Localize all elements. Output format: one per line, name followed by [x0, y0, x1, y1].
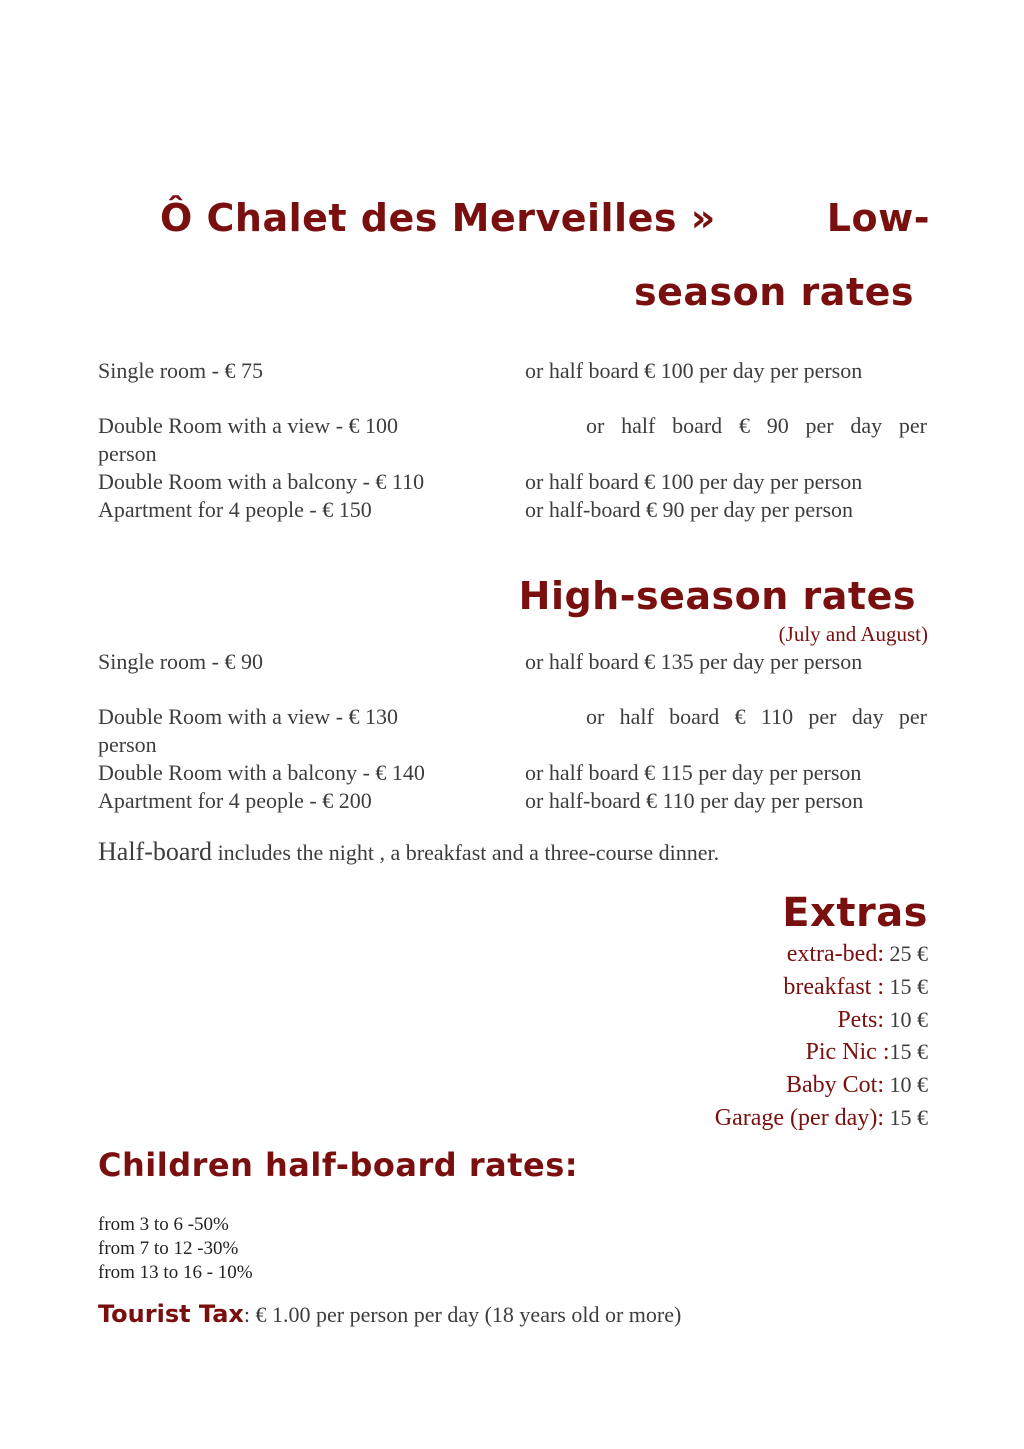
extra-price: 25 €: [884, 941, 928, 966]
extra-item: [715, 1004, 928, 1037]
half-board-rate: or half-board € 110 per day per person: [525, 788, 864, 813]
title-low: Low-: [826, 196, 930, 240]
children-age-list: [98, 1213, 253, 1285]
age-discount: from 13 to 16 - 10%: [98, 1262, 253, 1283]
rate-row: [98, 703, 928, 759]
room-rate: Apartment for 4 people - € 200: [98, 788, 372, 813]
half-board-rate-wrap: person: [98, 441, 157, 466]
extra-label: extra-bed:: [786, 941, 884, 967]
extra-price: 15 €: [884, 973, 928, 999]
half-board-note: [98, 837, 719, 867]
tourist-tax-label: Tourist Tax: [98, 1300, 244, 1328]
extra-item: [715, 1069, 928, 1102]
room-rate: Double Room with a balcony - € 110: [98, 469, 425, 494]
extra-price: 10 €: [884, 1072, 928, 1098]
half-board-rate: or half board € 100 per day per person: [525, 469, 863, 494]
extra-label: breakfast :: [783, 973, 884, 1000]
half-board-rate: or half board € 90 per day per: [586, 413, 927, 438]
half-board-rate: or half board € 135 per day per person: [525, 649, 863, 674]
age-discount: from 7 to 12 -30%: [98, 1238, 239, 1259]
extra-price: 15 €: [884, 1104, 928, 1130]
half-board-rate: or half board € 110 per day per: [586, 704, 927, 729]
room-rate: Double Room with a view - € 100: [98, 413, 399, 438]
half-board-note-text: includes the night , a breakfast and a three-course dinner.: [212, 840, 720, 865]
extra-price: 15 €: [889, 1039, 928, 1065]
page-title: [160, 196, 930, 246]
half-board-rate: or half-board € 90 per day per person: [525, 497, 854, 522]
high-season-subtitle: (July and August): [778, 622, 928, 646]
room-rate: Apartment for 4 people - € 150: [98, 497, 372, 522]
extra-item: [715, 971, 928, 1004]
age-discount: from 3 to 6 -50%: [98, 1214, 229, 1235]
half-board-rate-wrap: person: [98, 732, 157, 757]
extra-item: [715, 1036, 928, 1069]
extra-label: Baby Cot:: [785, 1072, 884, 1099]
extra-item: [715, 938, 928, 971]
extra-label: Pets:: [837, 1006, 884, 1033]
half-board-rate: or half board € 100 per day per person: [525, 358, 863, 383]
tourist-tax: [98, 1300, 681, 1328]
room-rate: Double Room with a balcony - € 140: [98, 760, 425, 785]
room-rate: Double Room with a view - € 130: [98, 704, 399, 729]
children-rates-heading: Children half-board rates:: [98, 1146, 579, 1184]
extras-heading: Extras: [782, 890, 928, 936]
extra-item: [715, 1102, 928, 1135]
high-season-heading: High-season rates: [518, 574, 916, 618]
extra-label: Garage (per day):: [714, 1104, 884, 1131]
room-rate: Single room - € 90: [98, 649, 263, 674]
low-season-heading: season rates: [634, 270, 914, 314]
half-board-rate: or half board € 115 per day per person: [525, 760, 862, 785]
half-board-note-lead: Half-board: [98, 837, 213, 866]
extra-price: 10 €: [884, 1006, 928, 1032]
tourist-tax-text: : € 1.00 per person per day (18 years old or more): [243, 1302, 682, 1327]
extra-label: Pic Nic :: [805, 1039, 890, 1066]
extras-list: [715, 938, 928, 1135]
room-rate: Single room - € 75: [98, 358, 263, 383]
rate-row: [98, 412, 928, 468]
title-chalet-name: Ô Chalet des Merveilles »: [160, 196, 716, 240]
